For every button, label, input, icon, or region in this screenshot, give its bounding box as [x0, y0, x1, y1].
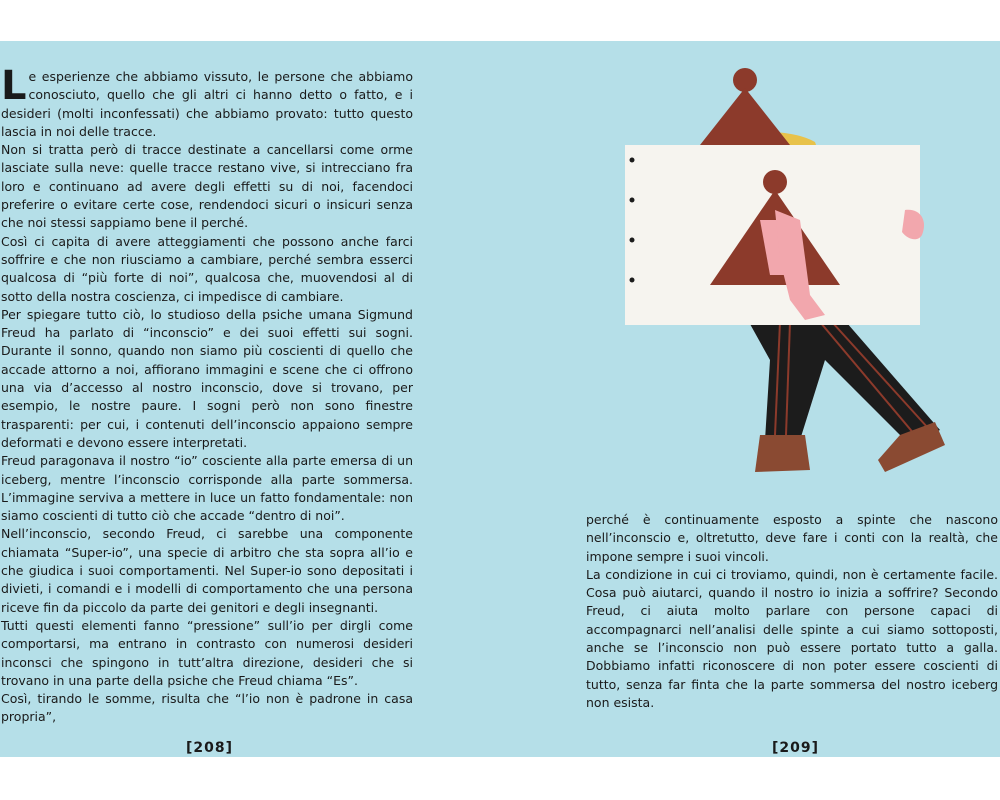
- illustration-woman-carrying-picture: [610, 60, 960, 480]
- paragraph: Tutti questi elementi fanno “pressione” sull’io per dirgli come comportarsi, ma entrano in contrasto con numerosi desideri inconsci che spingono in tutt’altra direzione, desideri che si trovano in una parte della psiche che Freud chiama “Es”.: [1, 617, 413, 688]
- paragraph: Per spiegare tutto ciò, lo studioso della psiche umana Sigmund Freud ha parlato di “inconscio” e dei suoi effetti sui sogni. Durante il sonno, quando non siamo più coscienti di quello che accade attorno a noi, affiorano immagini e scene che ci offrono una via d’accesso al nostro inconscio, dove si trovano, per esempio, le nostre paure. I sogni però non sono finestre trasparenti: per cui, i contenuti dell’inconscio appaiono sempre deformati e devono essere interpretati.: [1, 306, 413, 450]
- paragraph: Freud paragonava il nostro “io” cosciente alla parte emersa di un iceberg, mentre l’inconscio corrisponde alla parte sommersa. L’immagine serviva a mettere in luce un fatto fondamentale: non siamo coscienti di tutto ciò che accade “dentro di noi”.: [1, 453, 413, 524]
- paragraph: Così ci capita di avere atteggiamenti che possono anche farci soffrire e che non riusciamo a cambiare, perché sembra esserci qualcosa di “più forte di noi”, qualcosa che, muovendosi al di sotto della nostra coscienza, ci impedisce di cambiare.: [1, 233, 413, 304]
- right-hand: [902, 210, 924, 239]
- page-number-right: [209]: [772, 740, 820, 756]
- paragraph: Le esperienze che abbiamo vissuto, le persone che abbiamo conosciuto, quello che gli altri ci hanno detto o fatto, e i desideri (molti inconfessati) che abbiamo provato: tutto questo lascia in noi delle tracce.: [1, 63, 413, 139]
- left-page-text: [1, 63, 413, 727]
- paragraph: Non si tratta però di tracce destinate a cancellarsi come orme lasciate sulla neve: quelle tracce restano vive, si intrecciano fra loro e continuano ad avere degli effetti su di noi, facendoci preferire o evitare certe cose, rendendoci sicuri o insicuri senza che noi stessi sappiamo bene il perché.: [1, 142, 413, 231]
- paragraph: Così, tirando le somme, risulta che “l’io non è padrone in casa propria”,: [1, 691, 413, 725]
- hair: [700, 88, 790, 145]
- front-boot: [755, 435, 810, 472]
- right-page-text: [586, 511, 998, 712]
- drop-cap: L: [1, 63, 27, 109]
- paragraph: La condizione in cui ci troviamo, quindi, non è certamente facile. Cosa può aiutarci, quando il nostro io inizia a soffrire? Secondo Freud, ci aiuta molto parlare con persone capaci di accompagnarci nell’analisi delle spinte a cui siamo sottoposti, anche se l’inconscio non può essere portato tutto a galla. Dobbiamo infatti riconoscere di non poter essere coscienti di tutto, senza far finta che la parte sommersa del nostro iceberg non esista.: [586, 566, 998, 710]
- page-number-left: [208]: [186, 740, 234, 756]
- paragraph: Nell’inconscio, secondo Freud, ci sarebbe una componente chiamata “Super-io”, una specie di arbitro che sta sopra all’io e che giudica i suoi comportamenti. Nel Super-io sono depositati i divieti, i comandi e i modelli di comportamento che una persona riceve fin da piccolo da parte dei genitori e degli insegnanti.: [1, 526, 413, 615]
- paragraph: perché è continuamente esposto a spinte che nascono nell’inconscio e, oltretutto, deve fare i conti con la realtà, che impone sempre i suoi vincoli.: [586, 512, 998, 564]
